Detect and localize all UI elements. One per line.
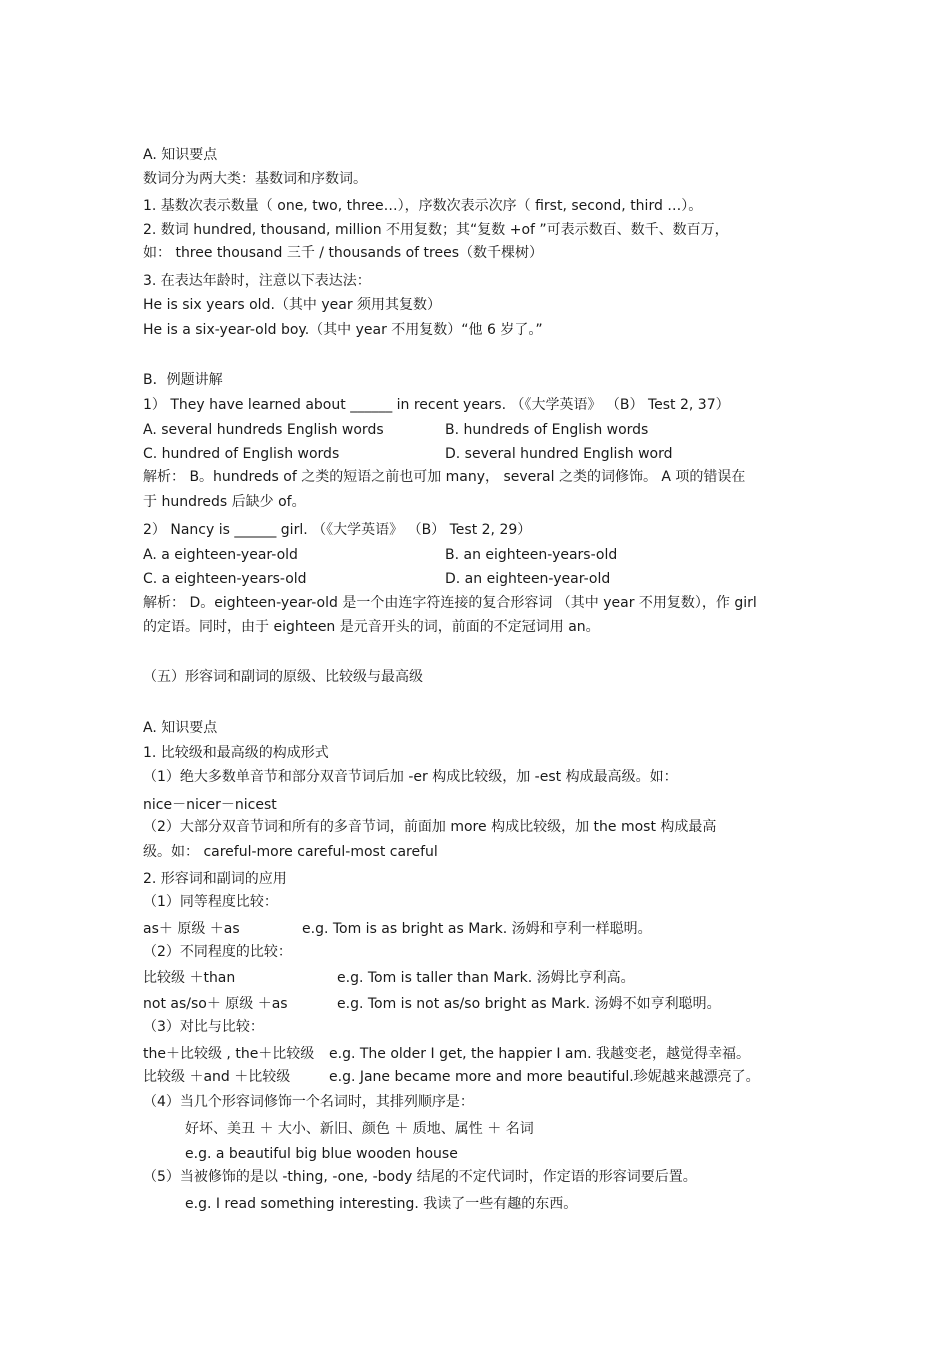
paragraph: 数词分为两大类：基数词和序数词。 xyxy=(143,171,367,187)
rule: 级。如： careful-more careful-most careful xyxy=(143,844,438,860)
option-d: D. several hundred English word xyxy=(445,446,673,462)
formula: 比较级 ＋than xyxy=(143,970,236,986)
option-b: B. hundreds of English words xyxy=(445,422,649,438)
example: e.g. The older I get, the happier I am. 我越变老，越觉得幸福。 xyxy=(329,1046,751,1062)
formula: as＋ 原级 ＋as xyxy=(143,921,240,937)
example-sentence: He is six years old.（其中 year 须用其复数） xyxy=(143,297,442,313)
subheading: 1. 比较级和最高级的构成形式 xyxy=(143,745,329,761)
adjective-order: 好坏、美丑 ＋ 大小、新旧、颜色 ＋ 质地、属性 ＋ 名词 xyxy=(185,1121,534,1137)
explanation: 解析： D。eighteen-year-old 是一个由连字符连接的复合形容词 （其中 year 不用复数），作 girl xyxy=(143,595,757,611)
explanation: 的定语。同时，由于 eighteen 是元音开头的词，前面的不定冠词用 an。 xyxy=(143,619,600,635)
paragraph: 2. 数词 hundred, thousand, million 不用复数；其“复数 +of ”可表示数百、数千、数百万， xyxy=(143,222,729,238)
question-stem: 2） Nancy is ______ girl. （《大学英语》 （B） Test 2, 29） xyxy=(143,522,532,538)
option-c: C. hundred of English words xyxy=(143,446,340,462)
option-d: D. an eighteen-year-old xyxy=(445,571,611,587)
usage-heading: （4）当几个形容词修饰一个名词时，其排列顺序是： xyxy=(143,1094,474,1110)
section-heading: A. 知识要点 xyxy=(143,147,218,163)
usage-heading: （3）对比与比较： xyxy=(143,1019,264,1035)
formula: 比较级 ＋and ＋比较级 xyxy=(143,1069,291,1085)
rule: （1）绝大多数单音节和部分双音节词后加 -er 构成比较级，加 -est 构成最高级。如： xyxy=(143,769,678,785)
paragraph: 如： three thousand 三千 / thousands of trees（数千棵树） xyxy=(143,245,544,261)
paragraph: 3. 在表达年龄时，注意以下表达法： xyxy=(143,273,371,289)
formula: not as/so＋ 原级 ＋as xyxy=(143,996,288,1012)
formula: the＋比较级 , the＋比较级 xyxy=(143,1046,315,1062)
rule: （2）大部分双音节词和所有的多音节词，前面加 more 构成比较级，加 the most 构成最高 xyxy=(143,819,717,835)
example: e.g. a beautiful big blue wooden house xyxy=(185,1146,458,1162)
example: nice－nicer－nicest xyxy=(143,797,277,813)
example: e.g. I read something interesting. 我读了一些有趣的东西。 xyxy=(185,1196,578,1212)
question-stem: 1） They have learned about ______ in recent years. （《大学英语》 （B） Test 2, 37） xyxy=(143,397,730,413)
example: e.g. Tom is not as/so bright as Mark. 汤姆不如亨利聪明。 xyxy=(337,996,721,1012)
usage-heading: （2）不同程度的比较： xyxy=(143,944,292,960)
example-sentence: He is a six-year-old boy.（其中 year 不用复数）“他 6 岁了。” xyxy=(143,322,543,338)
section-heading: B．例题讲解 xyxy=(143,372,223,388)
option-a: A. several hundreds English words xyxy=(143,422,384,438)
paragraph: 1. 基数次表示数量（ one, two, three…），序数次表示次序（ first, second, third …）。 xyxy=(143,198,703,214)
explanation: 于 hundreds 后缺少 of。 xyxy=(143,494,306,510)
section-heading: A. 知识要点 xyxy=(143,720,218,736)
usage-heading: （1）同等程度比较： xyxy=(143,894,278,910)
option-c: C. a eighteen-years-old xyxy=(143,571,307,587)
option-a: A. a eighteen-year-old xyxy=(143,547,298,563)
example: e.g. Tom is taller than Mark. 汤姆比亨利高。 xyxy=(337,970,635,986)
section-title: （五）形容词和副词的原级、比较级与最高级 xyxy=(143,669,423,685)
example: e.g. Tom is as bright as Mark. 汤姆和亨利一样聪明。 xyxy=(302,921,652,937)
explanation: 解析： B。hundreds of 之类的短语之前也可加 many， several 之类的词修饰。 A 项的错误在 xyxy=(143,469,746,485)
option-b: B. an eighteen-years-old xyxy=(445,547,618,563)
subheading: 2. 形容词和副词的应用 xyxy=(143,871,287,887)
usage-heading: （5）当被修饰的是以 -thing, -one, -body 结尾的不定代词时，作定语的形容词要后置。 xyxy=(143,1169,697,1185)
example: e.g. Jane became more and more beautiful.珍妮越来越漂亮了。 xyxy=(329,1069,760,1085)
